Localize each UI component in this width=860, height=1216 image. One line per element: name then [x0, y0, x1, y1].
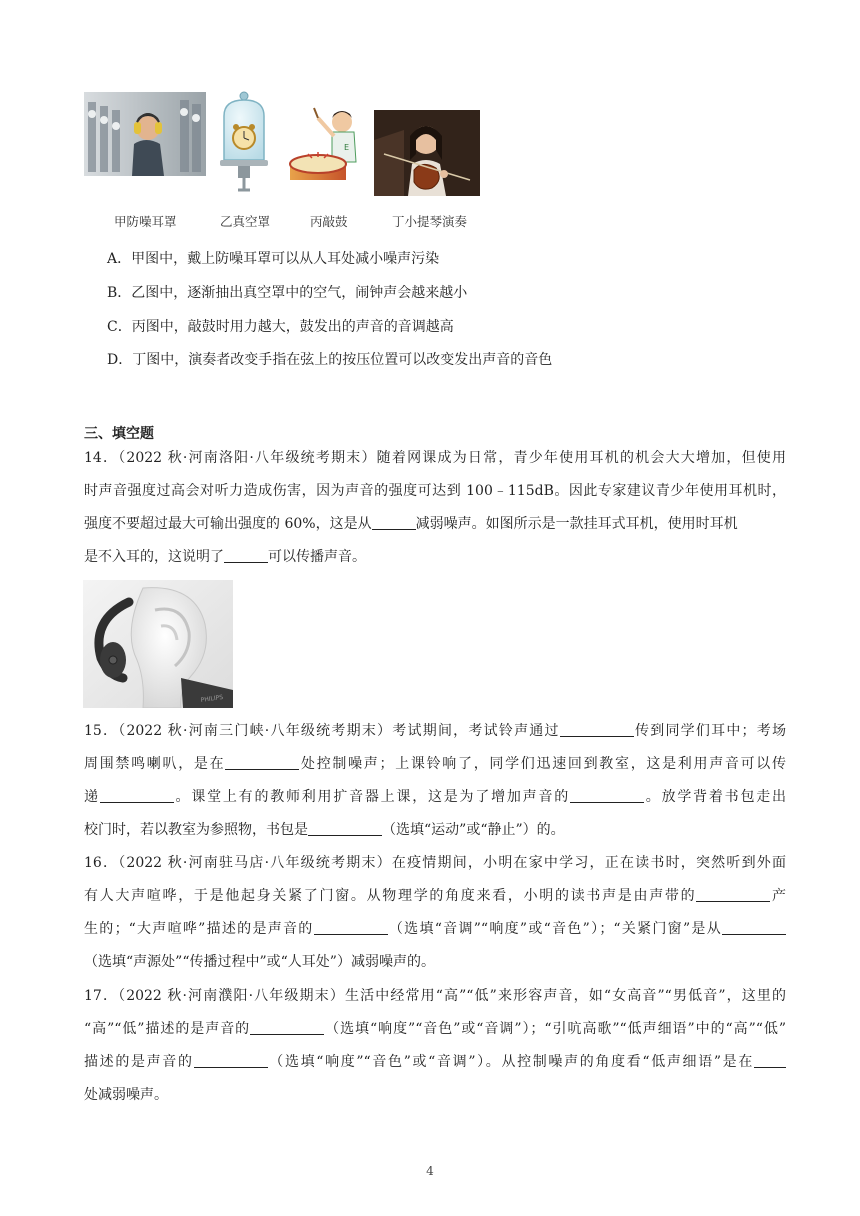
question-text-line: 强度不要超过最大可输出强度的 60%，这是从 减弱噪声。如图所示是一款挂耳式耳机，使用时耳机 [84, 516, 738, 532]
violin-girl-image [374, 110, 480, 196]
answer-blank[interactable] [250, 1020, 324, 1035]
page-number: 4 [426, 1164, 434, 1178]
question-text-line: 是不入耳的，这说明了 可以传播声音。 [84, 549, 366, 565]
question-text-line: 校门时，若以教室为参照物，书包是 （选填“运动”或“静止”）的。 [84, 822, 565, 838]
question-15 [84, 715, 786, 847]
question-text-line: 14．（2022 秋·河南洛阳·八年级统考期末）随着网课成为日常，青少年使用耳机的机会大大增加，但使用 [84, 450, 786, 466]
option-d: D．丁图中，演奏者改变手指在弦上的按压位置可以改变发出声音的音色 [107, 352, 553, 368]
question-text-line: 描述的是声音的 （选填“响度”“音色”或“音调”）。从控制噪声的角度看“低声细语”是在 [84, 1046, 786, 1079]
answer-blank[interactable] [696, 887, 770, 902]
answer-blank[interactable] [308, 821, 382, 836]
answer-blank[interactable] [754, 1053, 786, 1068]
figure-caption: 丙敲鼓 [310, 214, 348, 229]
option-c: C．丙图中，敲鼓时用力越大，鼓发出的声音的音调越高 [107, 319, 454, 335]
drum-boy-image [288, 104, 368, 196]
question-text-line: “高”“低”描述的是声音的 （选填“响度”“音色”或“音调”）；“引吭高歌”“低声细语”中的“高”“低” [84, 1021, 786, 1037]
section-title: 三、填空题 [84, 426, 154, 442]
figure-caption: 乙真空罩 [220, 214, 271, 229]
question-14 [84, 442, 786, 574]
answer-blank[interactable] [194, 1053, 268, 1068]
earphone-brand-label: PHILIPS [200, 693, 224, 704]
answer-blank[interactable] [722, 920, 786, 935]
question-text-line: 有人大声喧哗，于是他起身关紧了门窗。从物理学的角度来看，小明的读书声是由声带的 产 [84, 888, 787, 904]
question-text-line: 时声音强度过高会对听力造成伤害，因为声音的强度可达到 100﹣115dB。因此专家建议青少年使用耳机时， [84, 483, 786, 499]
ear-hook-earphone-image [83, 580, 233, 708]
answer-blank[interactable] [372, 515, 416, 530]
question-text-line: 处减弱噪声。 [84, 1087, 168, 1103]
worker-earmuff-image [84, 92, 206, 176]
answer-blank[interactable] [560, 722, 634, 737]
figure-caption: 甲防噪耳罩 [114, 214, 177, 229]
svg-text:E: E [344, 143, 350, 152]
question-text-line: （选填“声源处”“传播过程中”或“人耳处”）减弱噪声的。 [84, 954, 435, 970]
option-b: B．乙图中，逐渐抽出真空罩中的空气，闹钟声会越来越小 [107, 285, 468, 301]
question-16 [84, 847, 786, 979]
question-text-line: 15．（2022 秋·河南三门峡·八年级统考期末）考试期间，考试铃声通过 传到同学们耳中；考场 [84, 723, 787, 739]
figure-strip [80, 92, 500, 242]
answer-blank[interactable] [314, 920, 388, 935]
answer-blank[interactable] [100, 788, 174, 803]
option-a: A．甲图中，戴上防噪耳罩可以从人耳处减小噪声污染 [107, 251, 440, 267]
question-text-line: 16．（2022 秋·河南驻马店·八年级统考期末）在疫情期间，小明在家中学习，正在读书时，突然听到外面 [84, 855, 786, 871]
question-text-line: 17．（2022 秋·河南濮阳·八年级期末）生活中经常用“高”“低”来形容声音，如“女高音”“男低音”，这里的 [84, 988, 786, 1004]
answer-blank[interactable] [570, 788, 644, 803]
vacuum-bell-jar-image [216, 90, 272, 202]
answer-blank[interactable] [225, 755, 299, 770]
question-17 [84, 980, 786, 1112]
answer-blank[interactable] [224, 548, 268, 563]
question-text-line: 递 。课堂上有的教师利用扩音器上课，这是为了增加声音的 。放学背着书包走出 [84, 789, 787, 805]
question-text-line: 周围禁鸣喇叭，是在 处控制噪声；上课铃响了，同学们迅速回到教室，这是利用声音可以传 [84, 756, 787, 772]
figure-caption: 丁小提琴演奏 [392, 214, 468, 229]
question-text-line: 生的；“大声喧哗”描述的是声音的 （选填“音调”“响度”或“音色”）；“关紧门窗”是从 [84, 913, 786, 946]
